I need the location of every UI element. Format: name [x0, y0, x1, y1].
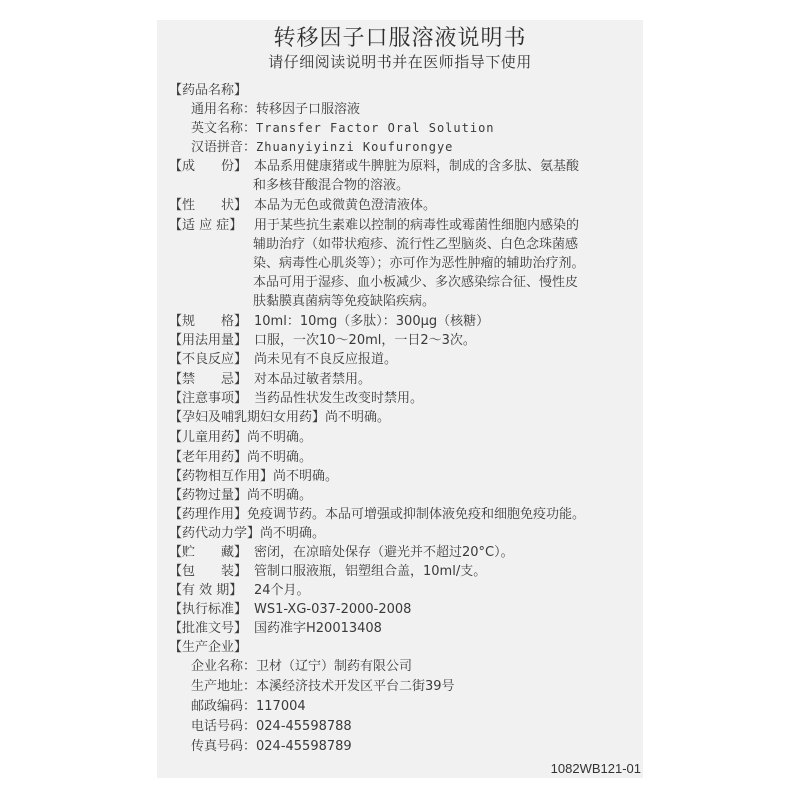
section-label: 邮政编码：: [191, 699, 257, 714]
section-label: 【药品名称】: [169, 83, 248, 98]
section-row: [169, 562, 486, 581]
section-value: 尚不明确。: [260, 526, 326, 541]
section-value-continuation: 本品可用于湿疹、血小板减少、多次感染综合征、慢性皮: [253, 275, 579, 290]
section-label: 企业名称：: [191, 659, 257, 674]
section-value-continuation: 肤黏膜真菌病等免疫缺陷疾病。: [253, 294, 436, 309]
section-label: 【有 效 期】: [169, 583, 243, 598]
section-value: 管制口服液瓶，铝塑组合盖，10ml/支。: [254, 564, 487, 579]
section-label: 【批准文号】: [169, 621, 248, 636]
section-row: [169, 600, 411, 619]
section-value: 尚未见有不良反应报道。: [254, 352, 398, 367]
section-label: 【孕妇及哺乳期妇女用药】: [169, 410, 326, 425]
section-row: [169, 312, 489, 331]
section-row: [169, 467, 338, 486]
section-value: 当药品性状发生改变时禁用。: [254, 391, 424, 406]
section-value: 024-45598788: [256, 719, 352, 734]
section-row: [169, 524, 325, 543]
section-value: 免疫调节药。本品可增强或抑制体液免疫和细胞免疫功能。: [247, 507, 586, 522]
section-row: [169, 448, 312, 467]
section-row: [169, 505, 585, 524]
section-label: 【适 应 症】: [169, 218, 243, 233]
section-value: 024-45598789: [256, 739, 352, 754]
section-value: WS1-XG-037-2000-2008: [254, 602, 412, 617]
section-label: 传真号码：: [191, 739, 257, 754]
section-label: 【药代动力学】: [169, 526, 261, 541]
document-title: 转移因子口服溶液说明书: [273, 26, 527, 51]
section-label: 【老年用药】: [169, 450, 248, 465]
section-row: [171, 119, 495, 138]
section-label: 【性 状】: [169, 198, 248, 213]
section-label: 【药物相互作用】: [169, 469, 274, 484]
section-value: 24个月。: [254, 583, 310, 598]
section-value: 口服，一次10～20ml，一日2～3次。: [254, 333, 476, 348]
section-row: [171, 657, 412, 676]
section-row: [169, 216, 579, 235]
section-row: [169, 350, 397, 369]
section-value: 本品为无色或微黄色澄清液体。: [254, 198, 437, 213]
section-label: 【规 格】: [169, 314, 248, 329]
section-row: [169, 581, 310, 600]
section-value: 本溪经济技术开发区平台二街39号: [256, 679, 455, 694]
section-row: [169, 638, 254, 657]
section-value: Transfer Factor Oral Solution: [256, 121, 495, 135]
section-row: [169, 486, 312, 505]
section-label: 【用法用量】: [169, 333, 248, 348]
section-value: 国药准字H20013408: [254, 621, 382, 636]
section-row: [171, 717, 352, 736]
section-value-continuation: 和多核苷酸混合物的溶液。: [253, 178, 410, 193]
section-value: 卫材（辽宁）制药有限公司: [256, 659, 413, 674]
section-value: 尚不明确。: [247, 450, 313, 465]
section-label: 【执行标准】: [169, 602, 248, 617]
section-label: 【禁 忌】: [169, 372, 248, 387]
section-row: [171, 737, 352, 756]
section-label: 生产地址：: [191, 679, 257, 694]
section-value-continuation: 染、病毒性心肌炎等）；亦可作为恶性肿瘤的辅助治疗剂。: [253, 256, 585, 271]
section-value: 117004: [256, 699, 306, 714]
section-row: [169, 81, 254, 100]
section-row: [171, 138, 453, 157]
section-row: [169, 196, 436, 215]
section-value: 本品系用健康猪或牛脾脏为原料，制成的含多肽、氨基酸: [254, 159, 580, 174]
section-label: 【药理作用】: [169, 507, 248, 522]
section-row: [171, 677, 455, 696]
section-value: Zhuanyiyinzi Koufurongye: [256, 140, 454, 154]
document-subtitle: 请仔细阅读说明书并在医师指导下使用: [268, 53, 532, 71]
section-label: 【生产企业】: [169, 640, 248, 655]
section-row: [169, 408, 390, 427]
section-value: 转移因子口服溶液: [256, 102, 361, 117]
section-label: 通用名称：: [191, 102, 257, 117]
section-label: 【注意事项】: [169, 391, 248, 406]
section-value: 尚不明确。: [247, 488, 313, 503]
section-row: [169, 428, 312, 447]
section-value-continuation: 辅助治疗（如带状疱疹、流行性乙型脑炎、白色念珠菌感: [253, 237, 579, 252]
section-value: 尚不明确。: [325, 410, 391, 425]
section-label: 【不良反应】: [169, 352, 248, 367]
leaflet-paper: [157, 20, 643, 778]
section-value: 10ml：10mg（多肽）：300μg（核糖）: [254, 314, 490, 329]
section-label: 【成 份】: [169, 159, 248, 174]
section-row: [171, 697, 306, 716]
section-row: [169, 619, 382, 638]
section-row: [169, 370, 371, 389]
section-value: 尚不明确。: [273, 469, 339, 484]
section-row: [171, 100, 360, 119]
section-value: 对本品过敏者禁用。: [254, 372, 372, 387]
section-value: 尚不明确。: [247, 430, 313, 445]
section-row: [169, 543, 514, 562]
print-code: 1082WB121-01: [550, 761, 641, 776]
section-label: 汉语拼音：: [191, 140, 257, 155]
section-label: 【药物过量】: [169, 488, 248, 503]
section-label: 英文名称：: [191, 121, 257, 136]
section-label: 【儿童用药】: [169, 430, 248, 445]
section-row: [169, 389, 423, 408]
section-row: [169, 157, 579, 176]
section-value: 密闭，在凉暗处保存（避光并不超过20°C）。: [254, 545, 514, 560]
section-label: 【贮 藏】: [169, 545, 248, 560]
section-value: 用于某些抗生素难以控制的病毒性或霉菌性细胞内感染的: [254, 218, 580, 233]
section-row: [169, 331, 476, 350]
section-label: 电话号码：: [191, 719, 257, 734]
section-label: 【包 装】: [169, 564, 248, 579]
